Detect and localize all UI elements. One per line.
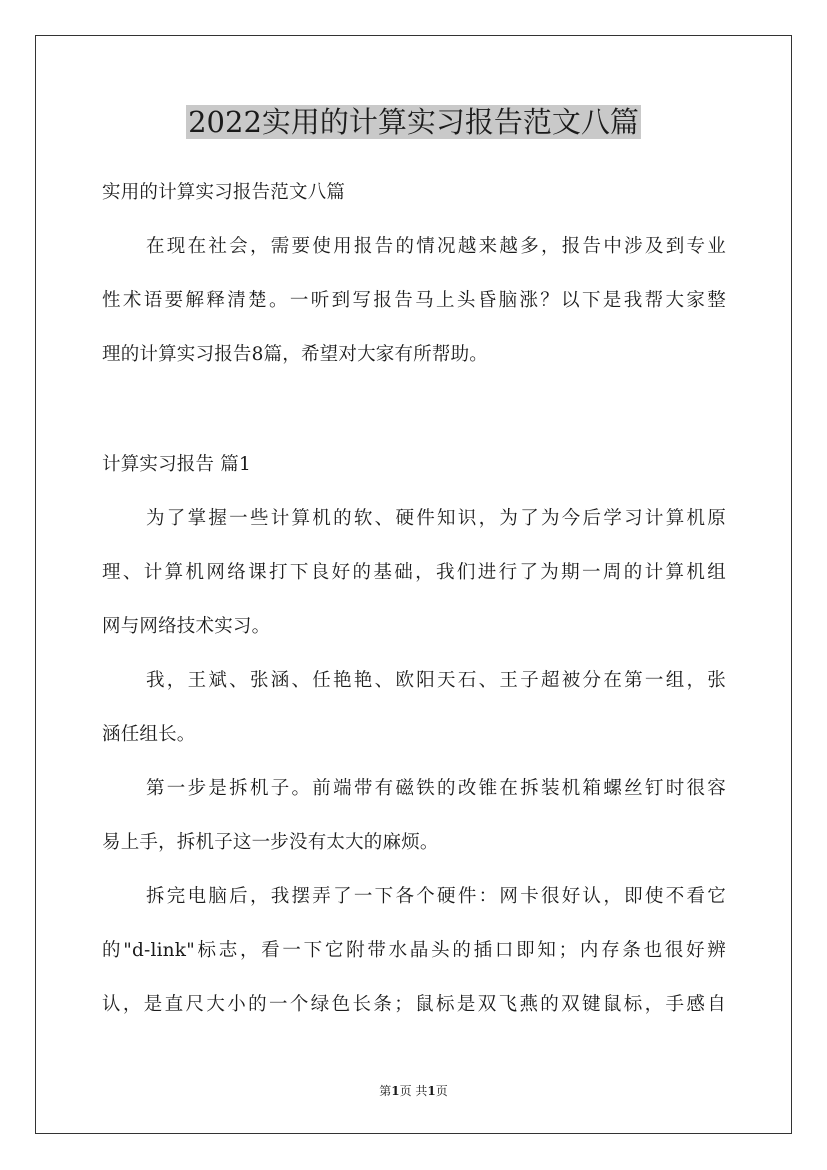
paragraph3-line-1: 第一步是拆机子。前端带有磁铁的改锥在拆装机箱螺丝钉时很容: [146, 778, 726, 799]
intro-line-3: 理的计算实习报告8篇，希望对大家有所帮助。: [102, 344, 488, 365]
footer-page-number: 1: [391, 1084, 400, 1098]
paragraph1-line-1: 为了掌握一些计算机的软、硬件知识，为了为今后学习计算机原: [146, 508, 726, 529]
paragraph2-line-1: 我，王斌、张涵、任艳艳、欧阳天石、王子超被分在第一组，张: [146, 670, 726, 691]
paragraph3-line-2: 易上手，拆机子这一步没有太大的麻烦。: [102, 832, 439, 853]
paragraph4-line-1: 拆完电脑后，我摆弄了一下各个硬件：网卡很好认，即使不看它: [146, 886, 726, 907]
paragraph2-line-2: 涵任组长。: [102, 724, 196, 745]
footer-page-total: 1: [427, 1084, 436, 1098]
document-title: [0, 100, 827, 144]
footer-suffix: 页: [435, 1084, 448, 1098]
footer-prefix: 第: [379, 1084, 392, 1098]
intro-line-1: 在现在社会，需要使用报告的情况越来越多，报告中涉及到专业: [146, 236, 726, 257]
paragraph1-line-3: 网与网络技术实习。: [102, 616, 271, 637]
intro-line-2: 性术语要解释清楚。一听到写报告马上头昏脑涨？以下是我帮大家整: [102, 290, 726, 311]
section-heading: 计算实习报告 篇1: [102, 454, 251, 475]
footer-mid: 页 共: [399, 1084, 428, 1098]
document-subtitle: 实用的计算实习报告范文八篇: [102, 182, 346, 203]
paragraph4-line-2: 的"d-link"标志，看一下它附带水晶头的插口即知；内存条也很好辨: [102, 940, 726, 961]
page-footer: [0, 1082, 827, 1100]
paragraph4-line-3: 认，是直尺大小的一个绿色长条；鼠标是双飞燕的双键鼠标，手感自: [102, 994, 726, 1015]
title-text: 2022实用的计算实习报告范文八篇: [188, 105, 639, 139]
paragraph1-line-2: 理、计算机网络课打下良好的基础，我们进行了为期一周的计算机组: [102, 562, 726, 583]
